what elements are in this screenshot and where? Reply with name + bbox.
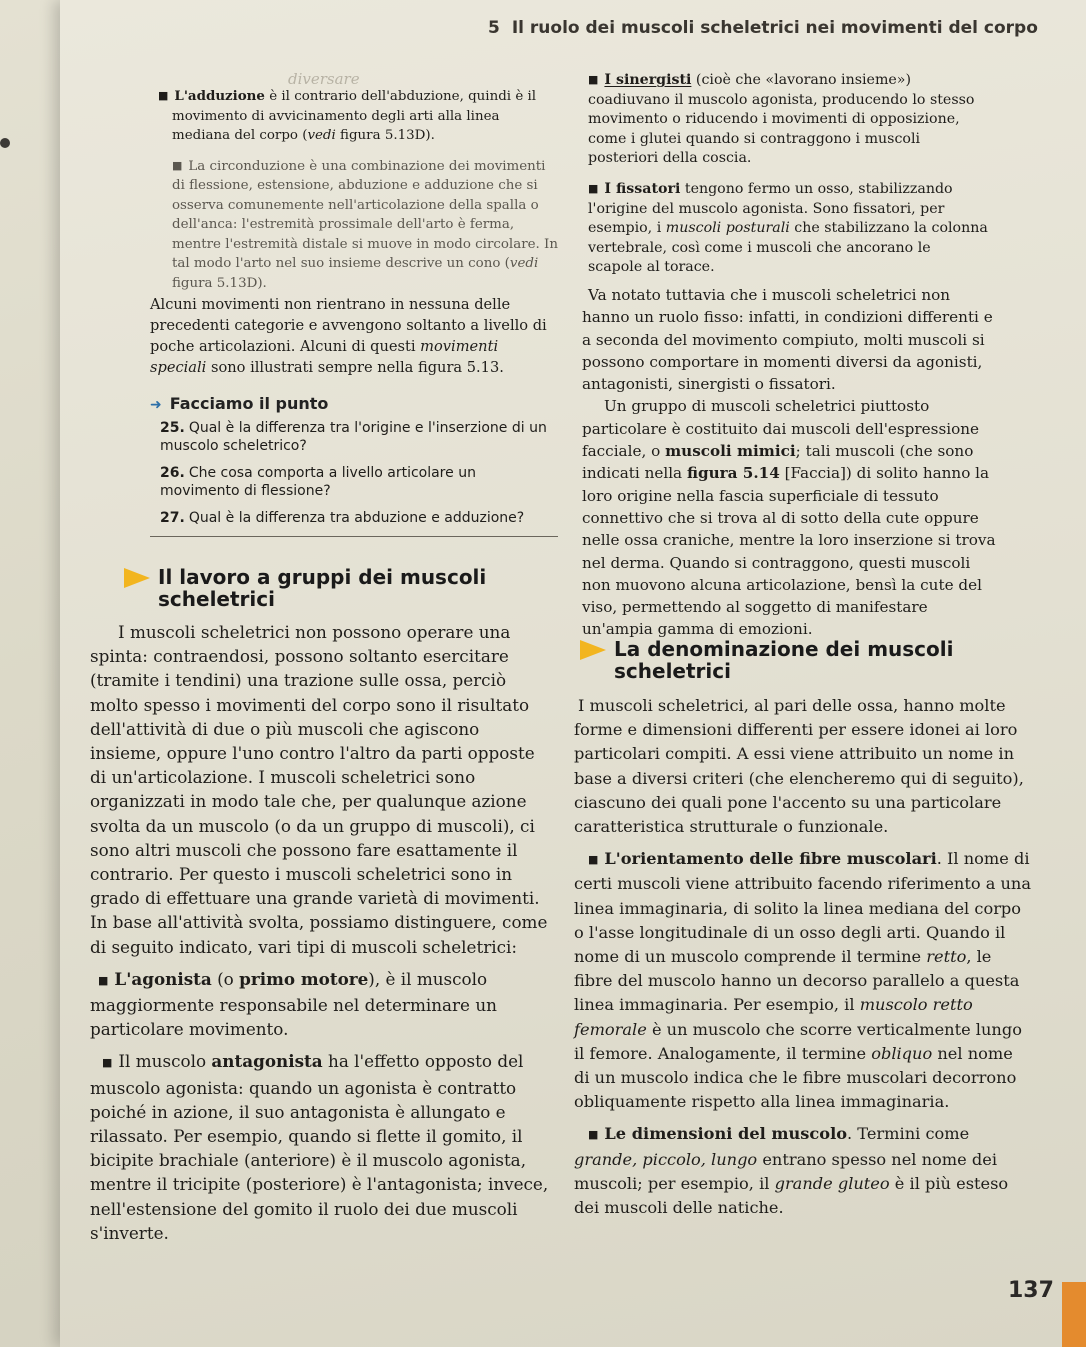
bullet-icon: ■ <box>98 973 109 987</box>
page-number: 137 <box>1008 1278 1054 1303</box>
corner-color-tab <box>1062 1282 1086 1347</box>
right-middle-column <box>582 284 1002 641</box>
bullet-icon: ■ <box>172 158 183 172</box>
section-heading-denominazione <box>614 638 1034 682</box>
section-title-line: scheletrici <box>158 587 275 611</box>
question-list <box>150 419 558 527</box>
left-top-column <box>158 86 560 293</box>
chapter-title: Il ruolo dei muscoli scheletrici nei movimenti del corpo <box>511 18 1038 38</box>
section-flag-icon <box>580 640 606 660</box>
agonista-paragraph: ■ L'agonista (o primo motore), è il muscolo maggiormente responsabile nel determinare un particolare movimento. <box>90 968 497 1040</box>
section2-body <box>574 694 1032 1220</box>
adduzione-term: L'adduzione <box>174 88 265 104</box>
bullet-icon: ■ <box>588 853 599 867</box>
bullet-icon: ■ <box>588 181 599 195</box>
section-heading-lavoro <box>158 566 558 610</box>
arrow-right-icon: ➜ <box>150 397 162 413</box>
bullet-icon: ■ <box>102 1056 113 1070</box>
review-box-title: ➜ Facciamo il punto <box>150 394 329 413</box>
box-divider <box>150 536 558 537</box>
section2-intro: I muscoli scheletrici, al pari delle ossa, hanno molte forme e dimensioni differenti per essere idonei ai loro particolari compiti. A essi viene attribuito un nome in base a diversi criteri (che elencheremo qui di seguito), ciascuno dei quali pone l'accento su una particolare caratteristica strutturale o funzionale. <box>574 696 1024 837</box>
section-flag-icon <box>124 568 150 588</box>
section-title-line: La denominazione dei muscoli <box>614 637 954 661</box>
bullet-icon: ■ <box>588 73 599 86</box>
notato-paragraph: Va notato tuttavia che i muscoli scheletrici non hanno un ruolo fisso: infatti, in condizioni differenti e a seconda del movimento compiuto, molti muscoli si possono comportare in momenti diversi da agonisti, antagonisti, sinergisti o fissatori. <box>582 286 993 394</box>
adduzione-paragraph: ■ L'adduzione è il contrario dell'abduzione, quindi è il movimento di avvicinamento degli arti alla linea mediana del corpo (vedi figura 5.13D). <box>158 88 537 143</box>
orientamento-paragraph: ■ L'orientamento delle fibre muscolari. Il nome di certi muscoli viene attribuito facendo riferimento a una linea immaginaria, di solito la linea mediana del corpo o l'asse longitudinale di un osso degli arti. Quando il nome di un muscolo comprende il termine retto, le fibre del muscolo hanno un decorso parallelo a questa linea immaginaria. Per esempio, il muscolo retto femorale è un muscolo che scorre verticalmente lungo il femore. Analogamente, il termine obliquo nel nome di un muscolo indica che le fibre muscolari decorrono obliquamente rispetto alla linea immaginaria. <box>574 849 1032 1112</box>
fissatori-paragraph: ■ I fissatori tengono fermo un osso, stabilizzando l'origine del muscolo agonista. Sono fissatori, per esempio, i muscoli posturali che stabilizzano la colonna vertebrale, così come i muscoli che ancorano le scapole al torace. <box>588 180 988 276</box>
running-head <box>488 18 1038 52</box>
section1-intro: I muscoli scheletrici non possono operare una spinta: contraendosi, possono soltanto esercitare (tramite i tendini) una trazione sulle ossa, perciò molto spesso i movimenti del corpo sono il risultato dell'attività di due o più muscoli che agiscono insieme, oppure l'uno contro l'altro da parti opposte di un'articolazione. I muscoli scheletrici sono organizzati in modo tale che, per qualunque azione svolta da un muscolo (o da un gruppo di muscoli), ci sono altri muscoli che possono fare esattamente il contrario. Per questo i muscoli scheletrici sono in grado di effettuare una grande varietà di movimenti. In base all'attività svolta, possiamo distinguere, come di seguito indicato, vari tipi di muscoli scheletrici: <box>90 622 548 957</box>
question-item: 27. Qual è la differenza tra abduzione e adduzione? <box>160 510 525 526</box>
dimensioni-paragraph: ■ Le dimensioni del muscolo. Termini come grande, piccolo, lungo entrano spesso nel nome dei muscoli; per esempio, il grande gluteo è il più esteso dei muscoli delle natiche. <box>574 1124 1009 1218</box>
review-box <box>150 394 558 537</box>
bullet-icon: ■ <box>158 89 169 102</box>
question-item: 26. Che cosa comporta a livello articolare un movimento di flessione? <box>160 465 476 499</box>
circonduzione-paragraph: ■ La circonduzione è una combinazione dei movimenti di flessione, estensione, abduzione e adduzione che si osserva comunemente nell'articolazione della spalla o dell'anca: l'estremità prossimale dell'arto è ferma, mentre l'estremità distale si muove in modo circolare. In tal modo l'arto nel suo insieme descrive un cono (vedi figura 5.13D). <box>172 158 558 291</box>
question-item: 25. Qual è la differenza tra l'origine e l'inserzione di un muscolo scheletrico? <box>160 420 547 454</box>
mimici-paragraph: Un gruppo di muscoli scheletrici piuttosto particolare è costituito dai muscoli dell'espressione facciale, o muscoli mimici; tali muscoli (che sono indicati nella figura 5.14 [Faccia]) di solito hanno la loro origine nella fascia superficiale di tessuto connettivo che si trova al di sotto della cute oppure nelle ossa craniche, mentre la loro inserzione si trova nel derma. Quando si contraggono, questi muscoli non muovono alcuna articolazione, bensì la cute del viso, permettendo al soggetto di manifestare un'ampia gamma di emozioni. <box>582 397 996 639</box>
section-title-line: Il lavoro a gruppi dei muscoli <box>158 565 487 589</box>
chapter-number: 5 <box>488 18 500 38</box>
section1-body <box>90 620 550 1245</box>
section-title-line: scheletrici <box>614 659 731 683</box>
antagonista-paragraph: ■ Il muscolo antagonista ha l'effetto opposto del muscolo agonista: quando un agonista è contratto poiché in azione, il suo antagonista è allungato e rilassato. Per esempio, quando si flette il gomito, il bicipite brachiale (anteriore) è il muscolo agonista, mentre il tricipite (posteriore) è l'antagonista; invece, nell'estensione del gomito il ruolo dei due muscoli s'inverte. <box>90 1051 549 1243</box>
margin-dot <box>0 138 10 148</box>
bullet-icon: ■ <box>588 1128 599 1142</box>
sinergisti-paragraph: ■ I sinergisti (cioè che «lavorano insieme») coadiuvano il muscolo agonista, producendo lo stesso movimento o riducendo i movimenti di opposizione, come i glutei quando si contraggono i muscoli posteriori della coscia. <box>588 72 975 167</box>
alcuni-paragraph: Alcuni movimenti non rientrano in nessuna delle precedenti categorie e avvengono soltanto a livello di poche articolazioni. Alcuni di questi movimenti speciali sono illustrati sempre nella figura 5.13. <box>150 296 547 376</box>
pencil-note: diversare <box>288 70 360 88</box>
right-top-column <box>588 70 988 278</box>
